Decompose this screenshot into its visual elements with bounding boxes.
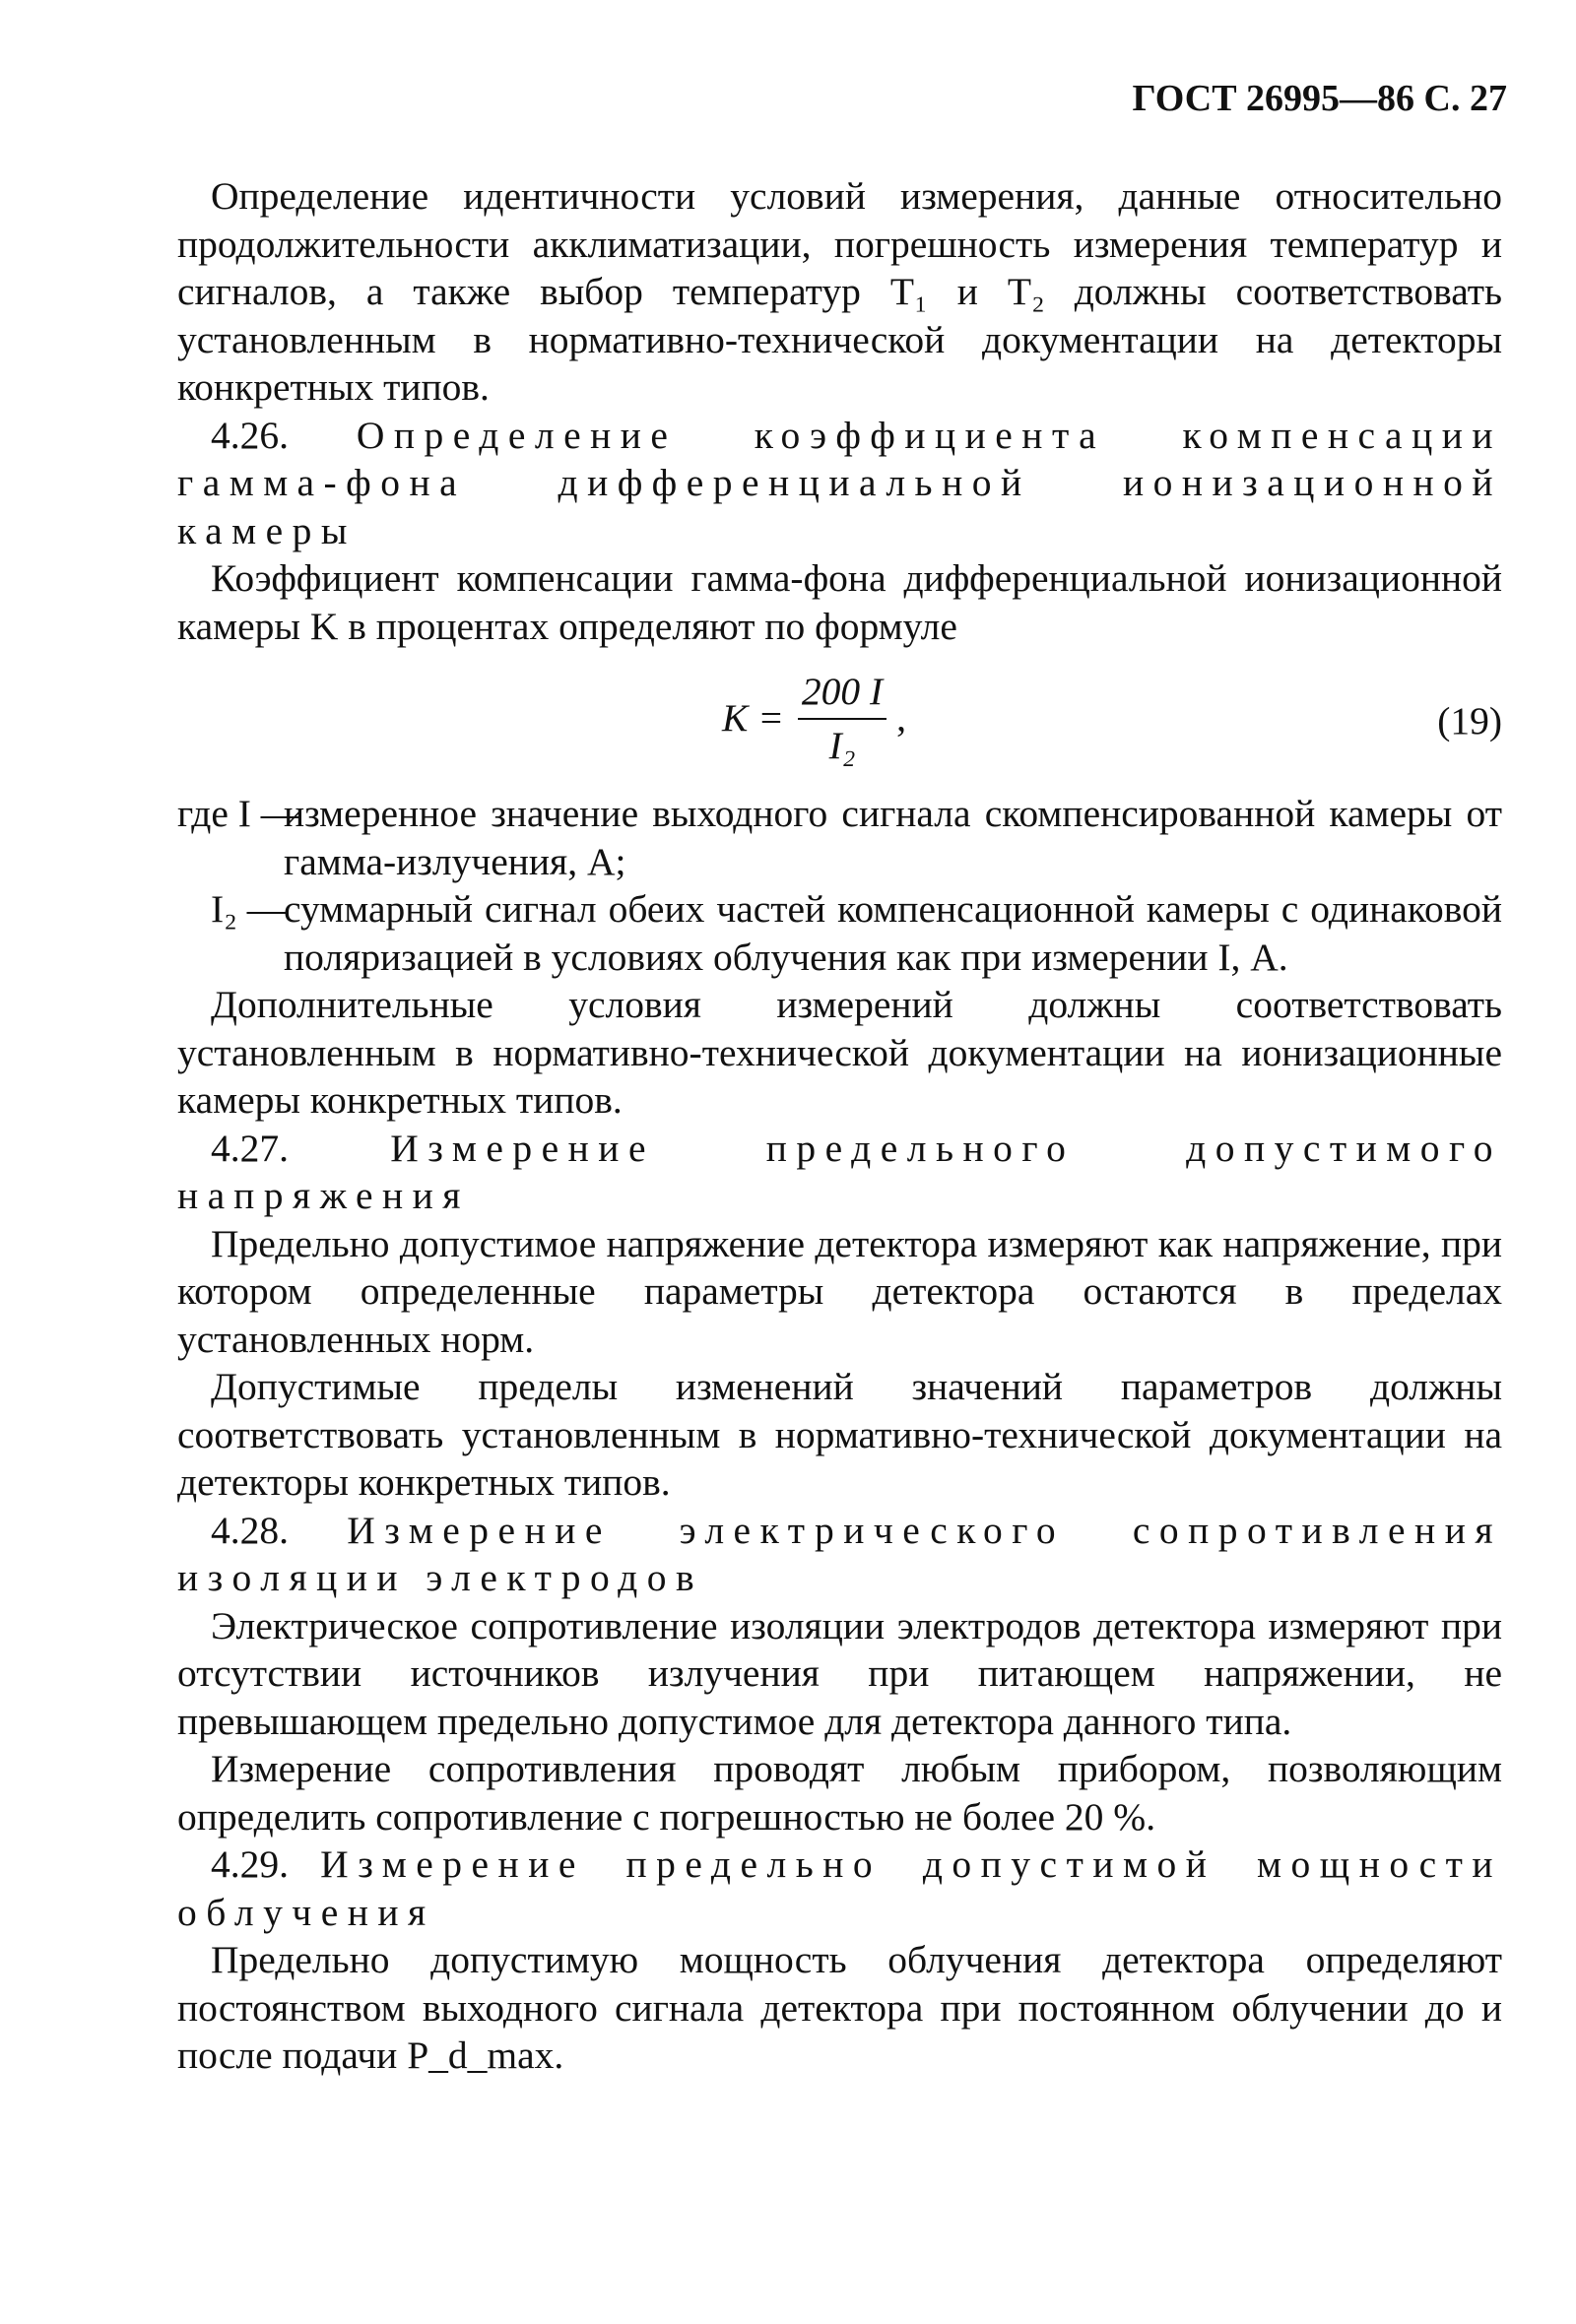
formula-19 (177, 658, 1502, 786)
section-heading-4-29 (177, 1840, 1502, 1936)
where-description-2: суммарный сигнал обеих частей компенсационной камеры с одинаковой поляризацией в условиях облучения как при измерении I, А. (284, 887, 1502, 979)
equation-number: (19) (1437, 699, 1502, 742)
paragraph-resistance-measurement: Измерение сопротивления проводят любым прибором, позволяющим определить сопротивление с погрешностью не более 20 %. (177, 1747, 1502, 1839)
section-number: 4.28. (211, 1508, 289, 1552)
paragraph-insulation-resistance: Электрическое сопротивление изоляции электродов детектора измеряют при отсутствии источников излучения при питающем напряжении, не превышающем предельно допустимое для детектора данного типа. (177, 1603, 1502, 1743)
section-title: Измерение предельно допустимой мощности облучения (177, 1842, 1503, 1934)
formula-comma: , (896, 696, 907, 741)
section-heading-4-27 (177, 1125, 1502, 1220)
document-body (177, 172, 1502, 2080)
where-description-1: измеренное значение выходного сигнала скомпенсированной камеры от гамма-излучения, А; (284, 792, 1502, 883)
section-title: Измерение предельного допустимого напряжения (177, 1126, 1503, 1217)
formula-expression (722, 668, 906, 769)
paragraph-allowed-limits: Допустимые пределы изменений значений параметров должны соответствовать установленным в нормативно-технической документации на детекторы конкретных типов. (177, 1365, 1502, 1504)
formula-fraction (798, 668, 886, 769)
paragraph-identity-conditions: Определение идентичности условий измерения, данные относительно продолжительности акклиматизации, погрешность измерения температур и сигналов, а также выбор температур T₁ и T₂ должны соответствовать установленным в нормативно-технической документации на детекторы конкретных типов. (177, 174, 1502, 409)
paragraph-max-irradiation-power: Предельно допустимую мощность облучения детектора определяют постоянством выходного сигнала детектора при постоянном облучении до и после подачи P_d_max. (177, 1938, 1502, 2077)
section-title: Измерение электрического сопротивления изоляции электродов (177, 1508, 1502, 1599)
formula-numerator: 200 I (798, 668, 886, 720)
section-number: 4.27. (211, 1126, 289, 1170)
where-symbol-1: где I — (177, 792, 300, 835)
section-number: 4.29. (211, 1842, 289, 1886)
where-symbol-2: I₂ — (211, 887, 287, 931)
section-heading-4-28 (177, 1507, 1502, 1602)
paragraph-max-voltage: Предельно допустимое напряжение детектора измеряют как напряжение, при котором определенные параметры детектора остаются в пределах установленных норм. (177, 1221, 1502, 1361)
section-title: Определение коэффициента компенсации гамма-фона дифференциальной ионизационной камеры (177, 413, 1502, 552)
page-header: ГОСТ 26995—86 С. 27 (1132, 78, 1507, 119)
paragraph-additional-conditions: Дополнительные условия измерений должны соответствовать установленным в нормативно-технической документации на ионизационные камеры конкретных типов. (177, 983, 1502, 1122)
formula-lhs: K = (722, 696, 784, 741)
formula-denominator: I₂ (828, 723, 856, 767)
section-heading-4-26 (177, 412, 1502, 555)
paragraph-coefficient-intro: Коэффициент компенсации гамма-фона дифференциальной ионизационной камеры K в процентах определяют по формуле (177, 556, 1502, 648)
section-number: 4.26. (211, 413, 289, 457)
where-list (177, 790, 1502, 981)
